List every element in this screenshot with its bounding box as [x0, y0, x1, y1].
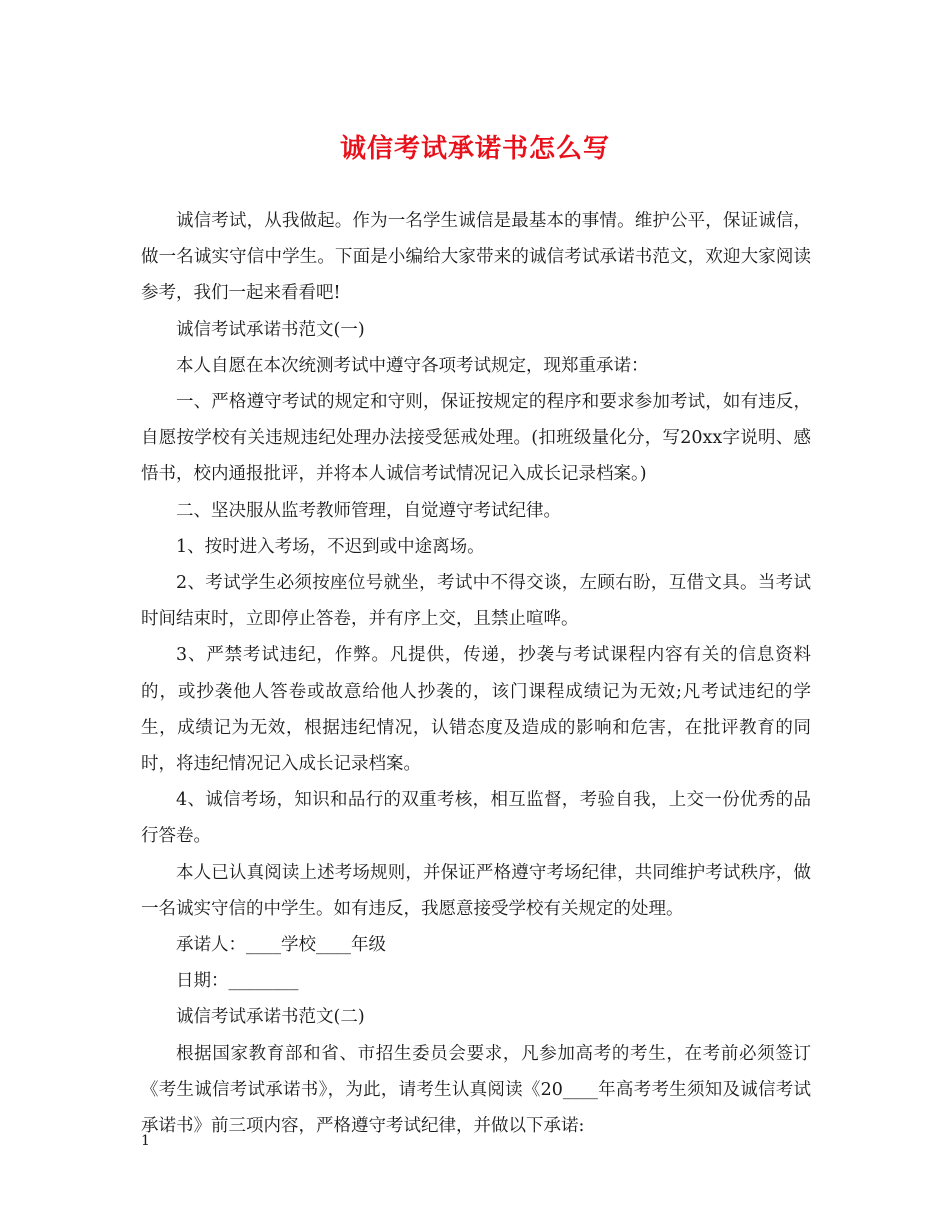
paragraph-intro: 诚信考试，从我做起。作为一名学生诚信是最基本的事情。维护公平，保证诚信，做一名诚实守信中学生。下面是小编给大家带来的诚信考试承诺书范文，欢迎大家阅读参考，我们一起来看看吧!: [141, 211, 811, 304]
section-heading-one: 诚信考试承诺书范文(一): [176, 319, 365, 340]
paragraph: 4、诚信考场，知识和品行的双重考核，相互监督，考验自我，上交一份优秀的品行答卷。: [141, 790, 811, 847]
page-number: 1: [141, 1133, 150, 1149]
signature-line: 承诺人：____学校____年级: [176, 935, 386, 956]
date-line: 日期：________: [176, 971, 299, 992]
paragraph: 一、严格遵守考试的规定和守则，保证按规定的程序和要求参加考试，如有违反，自愿按学校有关违规违纪处理办法接受惩戒处理。(扣班级量化分，写20xx字说明、感悟书，校内通报批评，并将本人诚信考试情况记入成长记录档案。): [141, 392, 811, 485]
paragraph: 本人自愿在本次统测考试中遵守各项考试规定，现郑重承诺：: [176, 355, 649, 376]
paragraph: 3、严禁考试违纪，作弊。凡提供，传递，抄袭与考试课程内容有关的信息资料的，或抄袭他人答卷或故意给他人抄袭的，该门课程成绩记为无效;凡考试违纪的学生，成绩记为无效，根据违纪情况，认错态度及造成的影响和危害，在批评教育的同时，将违纪情况记入成长记录档案。: [141, 645, 811, 775]
document-title: 诚信考试承诺书怎么写: [339, 134, 610, 164]
document-body: [141, 203, 811, 1144]
paragraph: 二、坚决服从监考教师管理，自觉遵守考试纪律。: [176, 500, 561, 521]
paragraph: 本人已认真阅读上述考场规则，并保证严格遵守考场纪律，共同维护考试秩序，做一名诚实守信的中学生。如有违反，我愿意接受学校有关规定的处理。: [141, 862, 811, 919]
section-heading-two: 诚信考试承诺书范文(二): [176, 1007, 365, 1028]
paragraph: 根据国家教育部和省、市招生委员会要求，凡参加高考的考生，在考前必须签订《考生诚信考试承诺书》，为此，请考生认真阅读《20____年高考考生须知及诚信考试承诺书》前三项内容，严格遵守考试纪律，并做以下承诺:: [141, 1043, 811, 1137]
paragraph: 1、按时进入考场，不迟到或中途离场。: [176, 536, 485, 557]
paragraph: 2、考试学生必须按座位号就坐，考试中不得交谈，左顾右盼，互借文具。当考试时间结束时，立即停止答卷，并有序上交，且禁止喧哗。: [141, 573, 811, 630]
